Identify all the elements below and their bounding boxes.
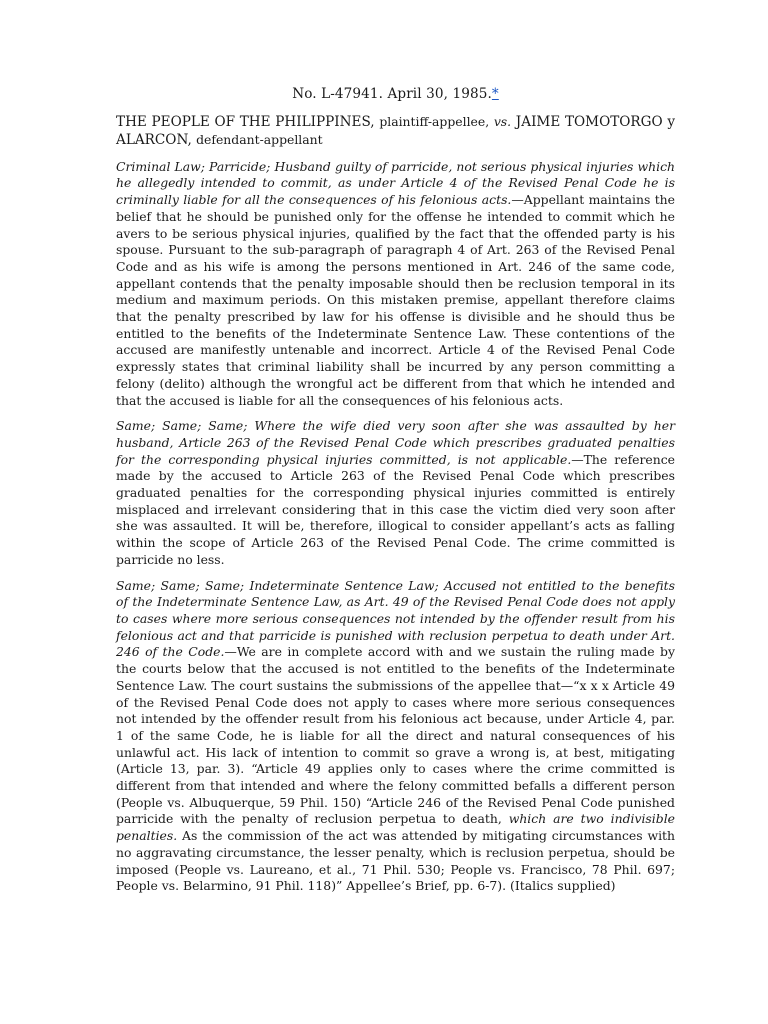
defendant-role: defendant-appellant bbox=[196, 131, 323, 147]
case-parties bbox=[116, 113, 675, 149]
syllabus-body: —We are in complete accord with and we sustain the ruling made by the courts below that the accused is not entitled to the benefits of the Indeterminate Sentence Law. The court sustains the submissions of the appellee that—“x x x Article 49 of the Revised Penal Code does not apply to cases where more serious consequences not intended by the offender result from his felonious act because, under Article 4, par. 1 of the same Code, he is liable for all the direct and natural consequences of his unlawful act. His lack of intention to commit so grave a wrong is, at best, mitigating (Article 13, par. 3). “Article 49 applies only to cases where the crime committed is different from that intended and where the felony committed befalls a different person (People vs. Albuquerque, 59 Phil. 150) “Article 246 of the Revised Penal Code punished parricide with the penalty of reclusion perpetua to death, bbox=[116, 644, 675, 827]
syllabus-italic-phrase: which are two indivisible penalties. bbox=[116, 811, 675, 844]
plaintiff-role: plaintiff-appellee, bbox=[379, 113, 490, 129]
syllabus-paragraph-2 bbox=[116, 418, 675, 568]
syllabus-paragraph-1 bbox=[116, 159, 675, 410]
footnote-link[interactable]: * bbox=[491, 86, 499, 102]
syllabus-headnote: Same; Same; Same; Where the wife died very soon after she was assaulted by her husband, Article 263 of the Revised Penal Code which prescribes graduated penalties for the corresponding physical injuries committed, is not applicable. bbox=[116, 418, 675, 467]
syllabus-body: —Appellant maintains the belief that he should be punished only for the offense he intended to commit which he avers to be serious physical injuries, qualified by the fact that the offended party is his spouse. Pursuant to the sub-paragraph of paragraph 4 of Art. 263 of the Revised Penal Code and as his wife is among the persons mentioned in Art. 246 of the same code, appellant contends that the penalty imposable should then be reclusion temporal in its medium and maximum periods. On this mistaken premise, appellant therefore claims that the penalty prescribed by law for his offense is divisible and he should thus be entitled to the benefits of the Indeterminate Sentence Law. These contentions of the accused are manifestly untenable and incorrect. Article 4 of the Revised Penal Code expressly states that criminal liability shall be incurred by any person committing a felony (delito) although the wrongful act be different from that which he intended and that the accused is liable for all the consequences of his felonious acts. bbox=[116, 192, 675, 408]
syllabus-paragraph-3 bbox=[116, 578, 675, 895]
syllabus-headnote: Same; Same; Same; Indeterminate Sentence Law; Accused not entitled to the benefits of the Indeterminate Sentence Law, as Art. 49 of the Revised Penal Code does not apply to cases where more serious consequences not intended by the offender result from his felonious act and that parricide is punished with reclusion perpetua to death under Art. 246 of the Code. bbox=[116, 577, 675, 660]
document-page bbox=[116, 86, 675, 904]
case-number: No. L-47941. April 30, 1985. bbox=[292, 86, 492, 102]
syllabus-headnote: Criminal Law; Parricide; Husband guilty of parricide, not serious physical injuries which he allegedly intended to commit, as under Article 4 of the Revised Penal Code he is criminally liable for all the consequences of his felonious acts. bbox=[116, 158, 675, 208]
syllabus-body: —The reference made by the accused to Article 263 of the Revised Penal Code which prescribes graduated penalties for the corresponding physical injuries committed is entirely misplaced and irrelevant considering that in this case the victim died very soon after she was assaulted. It will be, therefore, illogical to consider appellant’s acts as falling within the scope of Article 263 of the Revised Penal Code. The crime committed is parricide no less. bbox=[116, 451, 675, 567]
plaintiff-name: THE PEOPLE OF THE PHILIPPINES, bbox=[116, 113, 375, 130]
versus-label: vs. bbox=[493, 113, 512, 129]
syllabus-body-end: As the commission of the act was attended by mitigating circumstances with no aggravating circumstance, the lesser penalty, which is reclusion perpetua, should be imposed (People vs. Laureano, et al., 71 Phil. 530; People vs. Francisco, 78 Phil. 697; People vs. Belarmino, 91 Phil. 118)” Appellee’s Brief, pp. 6-7). (Italics supplied) bbox=[116, 828, 675, 894]
defendant-name: JAIME TOMOTORGO y ALARCON, bbox=[116, 113, 676, 148]
case-number-line bbox=[116, 86, 675, 103]
